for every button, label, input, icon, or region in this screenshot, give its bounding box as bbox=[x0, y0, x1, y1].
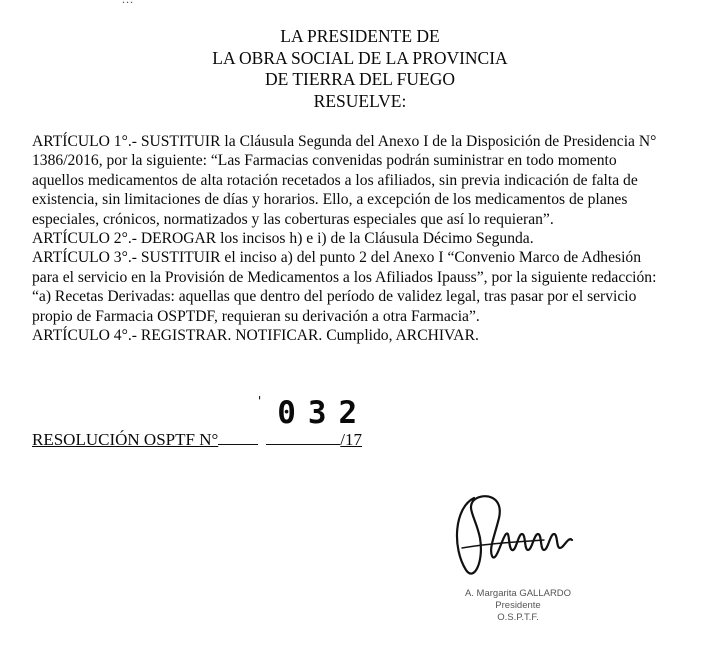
article-3-line-1: ARTÍCULO 3°.- SUSTITUIR el inciso a) del punto 2 del Anexo I “Convenio Marco de Adhesión bbox=[32, 249, 642, 267]
article-4: ARTÍCULO 4°.- REGISTRAR. NOTIFICAR. Cumplido, ARCHIVAR. bbox=[32, 327, 479, 345]
signature-stamp bbox=[418, 588, 618, 624]
heading-line-1: LA PRESIDENTE DE bbox=[280, 26, 440, 46]
resolution-heading bbox=[180, 26, 540, 112]
heading-line-2: LA OBRA SOCIAL DE LA PROVINCIA bbox=[212, 47, 508, 68]
article-3-line-2: para el servicio en la Provisión de Medicamentos a los Afiliados Ipauss”, por la siguiente redacción: bbox=[32, 268, 657, 286]
number-blank bbox=[218, 430, 258, 445]
article-3-line-3: “a) Recetas Derivadas: aquellas que dentro del período de validez legal, tras pasar por el servicio bbox=[32, 288, 637, 306]
heading-line-4: RESUELVE: bbox=[313, 90, 407, 111]
stamp-org: O.S.P.T.F. bbox=[497, 612, 539, 623]
resolution-number-stamp: ' 032 bbox=[256, 394, 370, 431]
resolution-label: RESOLUCIÓN OSPTF N° bbox=[32, 430, 219, 449]
stamp-name: A. Margarita GALLARDO bbox=[464, 588, 572, 599]
resolution-number: 032 bbox=[277, 395, 370, 431]
article-1-line-3: aquellos medicamentos de alta rotación recetados a los afiliados, sin previa indicación de falta de bbox=[32, 171, 638, 189]
number-blank-2 bbox=[266, 430, 340, 445]
article-1-line-1: ARTÍCULO 1°.- SUSTITUIR la Cláusula Segunda del Anexo I de la Disposición de Presidencia N° bbox=[32, 133, 657, 150]
article-3-line-4: propio de Farmacia OSPTDF, requieran su derivación a otra Farmacia”. bbox=[32, 307, 480, 325]
article-2: ARTÍCULO 2°.- DEROGAR los incisos h) e i) de la Cláusula Décimo Segunda. bbox=[32, 230, 534, 248]
resolution-year: /17 bbox=[340, 430, 363, 449]
article-1-line-4: existencia, sin limitaciones de días y horarios. Ello, a excepción de los medicamentos de planes bbox=[32, 191, 628, 209]
header-mark bbox=[122, 0, 134, 7]
stamp-title: Presidente bbox=[495, 600, 541, 611]
handwritten-signature bbox=[444, 478, 584, 588]
resolution-line bbox=[32, 430, 362, 450]
articles-body bbox=[32, 132, 722, 345]
article-1-line-5: especiales, crónicos, normatizados y las coberturas especiales que así lo requieran”. bbox=[32, 210, 554, 228]
heading-line-3: DE TIERRA DEL FUEGO bbox=[264, 69, 456, 89]
article-1-line-2: 1386/2016, por la siguiente: “Las Farmacias convenidas podrán suministrar en todo momento bbox=[32, 152, 617, 170]
